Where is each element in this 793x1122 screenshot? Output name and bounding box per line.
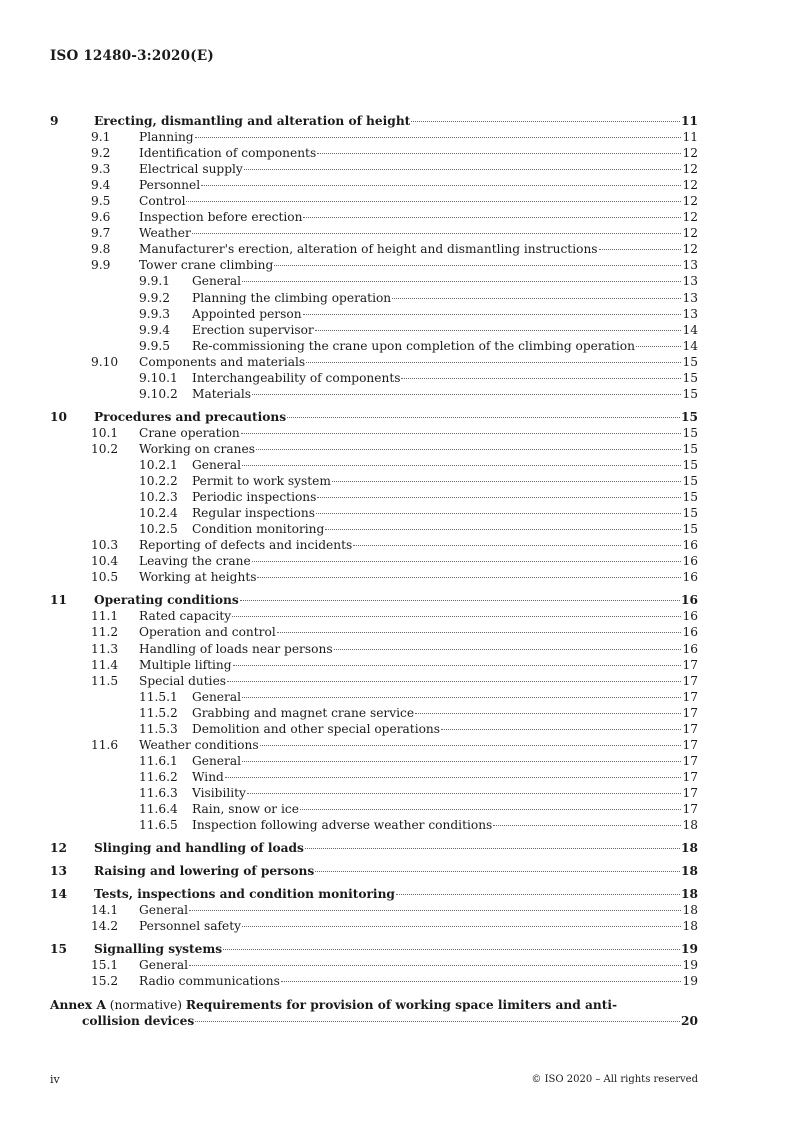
toc-entry-number: 9 — [50, 114, 59, 128]
toc-entry-page: 17 — [682, 737, 698, 752]
toc-entry-number: 14 — [50, 887, 67, 902]
toc-entry-page: 13 — [682, 258, 698, 273]
toc-entry[interactable] — [50, 705, 698, 721]
toc-entry-title: Wind — [192, 769, 224, 784]
dot-leader — [186, 201, 681, 202]
toc-entry-number: 10.1 — [91, 425, 119, 440]
table-of-contents — [50, 113, 698, 1030]
dot-leader — [257, 577, 681, 578]
dot-leader — [300, 809, 682, 810]
toc-entry-page: 17 — [682, 721, 698, 736]
toc-entry-number: 11.6.5 — [139, 818, 178, 833]
dot-leader — [195, 1021, 680, 1022]
dot-leader — [287, 417, 680, 418]
dot-leader — [242, 281, 681, 282]
toc-entry[interactable] — [50, 801, 698, 817]
dot-leader — [225, 777, 682, 778]
annex-title-line2: collision devices — [82, 1014, 195, 1029]
toc-entry[interactable] — [50, 641, 698, 657]
dot-leader — [317, 497, 681, 498]
toc-entry-title: Crane operation — [139, 425, 240, 440]
toc-entry-title: Raising and lowering of persons — [94, 864, 315, 879]
toc-entry[interactable] — [50, 785, 698, 801]
toc-entry-number: 15.2 — [91, 974, 119, 989]
dot-leader — [305, 848, 680, 849]
toc-entry-number: 11.6.1 — [139, 753, 178, 768]
dot-leader — [317, 153, 681, 154]
toc-entry[interactable] — [50, 521, 698, 537]
toc-entry-number: 11.6 — [91, 737, 119, 752]
toc-entry-page: 13 — [682, 306, 698, 321]
dot-leader — [401, 378, 681, 379]
toc-entry-number: 9.10 — [91, 354, 119, 369]
toc-entry-page: 19 — [682, 958, 698, 973]
toc-entry-page: 18 — [682, 818, 698, 833]
toc-entry[interactable] — [50, 177, 698, 193]
toc-entry-number: 9.10.1 — [139, 370, 178, 385]
toc-entry[interactable] — [50, 290, 698, 306]
toc-entry[interactable] — [50, 409, 698, 425]
toc-entry-title: Handling of loads near persons — [139, 641, 333, 656]
toc-entry-number: 15 — [50, 942, 67, 957]
toc-entry-title: Special duties — [139, 673, 227, 688]
toc-entry-number: 11.6.4 — [139, 801, 178, 816]
toc-entry-title: General — [192, 689, 241, 704]
toc-entry-title: Permit to work system — [192, 474, 331, 489]
toc-entry[interactable] — [50, 592, 698, 608]
toc-entry[interactable] — [50, 225, 698, 241]
dot-leader — [316, 513, 682, 514]
toc-entry[interactable] — [50, 957, 698, 973]
toc-entry-number: 10.5 — [91, 570, 119, 585]
toc-entry[interactable] — [50, 425, 698, 441]
toc-entry-number: 10.2 — [91, 441, 119, 456]
dot-leader — [192, 233, 682, 234]
toc-entry-title: General — [139, 903, 188, 918]
toc-entry-page: 11 — [681, 114, 698, 128]
dot-leader — [306, 362, 681, 363]
toc-entry-page: 16 — [682, 538, 698, 553]
toc-entry-page: 17 — [682, 673, 698, 688]
toc-entry-page: 14 — [682, 338, 698, 353]
toc-entry[interactable] — [50, 457, 698, 473]
toc-entry[interactable] — [50, 886, 698, 902]
toc-entry-title: Radio communications — [139, 974, 280, 989]
toc-entry[interactable] — [50, 918, 698, 934]
toc-annex-entry[interactable] — [50, 997, 698, 1029]
toc-entry-title: General — [192, 753, 241, 768]
toc-entry-title: Erecting, dismantling and alteration of height — [94, 114, 411, 128]
toc-entry-title: General — [192, 457, 241, 472]
toc-entry-page: 12 — [682, 162, 698, 177]
toc-entry-number: 9.9.1 — [139, 274, 171, 289]
toc-entry-number: 11.4 — [91, 657, 119, 672]
toc-entry-page: 11 — [682, 130, 698, 145]
toc-entry[interactable] — [50, 553, 698, 569]
toc-entry-title: Slinging and handling of loads — [94, 841, 304, 856]
toc-entry[interactable] — [50, 737, 698, 753]
toc-entry-number: 9.9.5 — [139, 338, 171, 353]
dot-leader — [334, 649, 682, 650]
toc-entry-page: 18 — [681, 887, 698, 902]
toc-entry-number: 12 — [50, 841, 67, 856]
toc-entry[interactable] — [50, 257, 698, 273]
annex-label: Annex A — [50, 998, 106, 1013]
toc-entry-number: 9.9.3 — [139, 306, 171, 321]
toc-entry-number: 11.5 — [91, 673, 119, 688]
toc-entry-title: Inspection before erection — [139, 210, 303, 225]
dot-leader — [242, 697, 681, 698]
toc-entry-page: 15 — [682, 506, 698, 521]
toc-entry-page: 15 — [682, 474, 698, 489]
toc-entry-title: Planning the climbing operation — [192, 290, 392, 305]
toc-entry-number: 9.4 — [91, 178, 111, 193]
toc-entry-title: Appointed person — [192, 306, 302, 321]
toc-entry-title: Electrical supply — [139, 162, 243, 177]
dot-leader — [325, 529, 681, 530]
toc-entry-title: Inspection following adverse weather conditions — [192, 818, 493, 833]
dot-leader — [441, 729, 681, 730]
toc-entry-number: 9.3 — [91, 162, 111, 177]
toc-entry-page: 12 — [682, 194, 698, 209]
toc-entry-title: Erection supervisor — [192, 322, 314, 337]
dot-leader — [242, 926, 681, 927]
toc-entry-page: 12 — [682, 146, 698, 161]
dot-leader — [353, 545, 681, 546]
toc-entry-page: 17 — [682, 801, 698, 816]
annex-type: (normative) — [109, 998, 183, 1013]
toc-entry[interactable] — [50, 902, 698, 918]
toc-entry-title: Working at heights — [139, 570, 257, 585]
dot-leader — [223, 949, 680, 950]
toc-entry-page: 16 — [682, 570, 698, 585]
toc-entry-page: 17 — [682, 705, 698, 720]
toc-entry[interactable] — [50, 489, 698, 505]
dot-leader — [244, 169, 682, 170]
toc-entry-page: 15 — [682, 386, 698, 401]
toc-entry-number: 9.7 — [91, 226, 111, 241]
toc-entry-page: 19 — [682, 974, 698, 989]
toc-entry[interactable] — [50, 241, 698, 257]
toc-entry-number: 14.2 — [91, 919, 119, 934]
dot-leader — [252, 394, 681, 395]
toc-entry-title: Interchangeability of components — [192, 370, 401, 385]
toc-entry-title: Leaving the crane — [139, 554, 251, 569]
dot-leader — [241, 433, 682, 434]
dot-leader — [332, 481, 682, 482]
toc-entry[interactable] — [50, 673, 698, 689]
dot-leader — [636, 346, 682, 347]
toc-entry-number: 14.1 — [91, 903, 119, 918]
toc-entry-page: 12 — [682, 242, 698, 257]
toc-entry-title: Operation and control — [139, 625, 276, 640]
toc-entry[interactable] — [50, 941, 698, 957]
page-number: iv — [50, 1073, 60, 1086]
toc-entry-page: 19 — [681, 942, 698, 957]
toc-entry[interactable] — [50, 306, 698, 322]
toc-entry-page: 18 — [682, 919, 698, 934]
toc-entry[interactable] — [50, 193, 698, 209]
toc-entry-number: 11.5.3 — [139, 721, 178, 736]
toc-entry-title: Regular inspections — [192, 506, 315, 521]
toc-entry-page: 16 — [681, 593, 698, 608]
toc-entry-number: 9.8 — [91, 242, 111, 257]
toc-entry[interactable] — [50, 624, 698, 640]
toc-entry[interactable] — [50, 161, 698, 177]
dot-leader — [195, 137, 682, 138]
toc-entry-title: Personnel — [139, 178, 201, 193]
toc-entry-title: Signalling systems — [94, 942, 223, 957]
toc-entry-title: Procedures and precautions — [94, 409, 287, 424]
dot-leader — [274, 265, 681, 266]
toc-entry-title: Identification of components — [139, 146, 317, 161]
toc-entry-title: Control — [139, 194, 186, 209]
toc-entry-number: 11.5.1 — [139, 689, 178, 704]
dot-leader — [281, 981, 682, 982]
toc-entry-number: 11.1 — [91, 609, 119, 624]
toc-entry[interactable] — [50, 537, 698, 553]
toc-entry-number: 13 — [50, 864, 67, 879]
toc-entry[interactable] — [50, 113, 698, 129]
toc-entry-title: Materials — [192, 386, 251, 401]
toc-entry-page: 17 — [682, 753, 698, 768]
toc-entry-number: 9.2 — [91, 146, 111, 161]
toc-entry-title: Components and materials — [139, 354, 306, 369]
dot-leader — [396, 894, 680, 895]
dot-leader — [189, 965, 681, 966]
toc-entry-title: Working on cranes — [139, 441, 255, 456]
toc-entry[interactable] — [50, 209, 698, 225]
toc-entry-page: 15 — [682, 425, 698, 440]
toc-entry-number: 15.1 — [91, 958, 119, 973]
toc-entry-title: Weather — [139, 226, 191, 241]
dot-leader — [260, 745, 682, 746]
dot-leader — [392, 298, 681, 299]
dot-leader — [227, 681, 681, 682]
toc-entry-page: 16 — [682, 554, 698, 569]
toc-entry-number: 10.3 — [91, 538, 119, 553]
toc-entry-number: 10.2.2 — [139, 474, 178, 489]
toc-entry-number: 10 — [50, 409, 67, 424]
toc-entry-number: 10.2.5 — [139, 522, 178, 537]
toc-entry[interactable] — [50, 721, 698, 737]
toc-entry-number: 9.5 — [91, 194, 111, 209]
dot-leader — [315, 330, 682, 331]
toc-entry-page: 17 — [682, 785, 698, 800]
toc-entry[interactable] — [50, 370, 698, 386]
toc-entry[interactable] — [50, 505, 698, 521]
toc-entry-page: 18 — [681, 841, 698, 856]
toc-entry-page: 12 — [682, 226, 698, 241]
toc-entry-page: 17 — [682, 657, 698, 672]
annex-page: 20 — [681, 1014, 698, 1029]
toc-entry-title: Rated capacity — [139, 609, 232, 624]
dot-leader — [315, 871, 680, 872]
toc-entry-page: 14 — [682, 322, 698, 337]
toc-entry[interactable] — [50, 569, 698, 585]
toc-entry-page: 13 — [682, 274, 698, 289]
dot-leader — [242, 465, 681, 466]
toc-entry-number: 9.9.2 — [139, 290, 171, 305]
toc-entry[interactable] — [50, 145, 698, 161]
toc-entry-title: Reporting of defects and incidents — [139, 538, 353, 553]
toc-entry[interactable] — [50, 441, 698, 457]
toc-entry-title: Periodic inspections — [192, 490, 317, 505]
dot-leader — [303, 314, 682, 315]
toc-entry-number: 9.6 — [91, 210, 111, 225]
toc-entry[interactable] — [50, 608, 698, 624]
copyright-notice: © ISO 2020 – All rights reserved — [531, 1074, 698, 1085]
toc-entry[interactable] — [50, 386, 698, 402]
toc-entry-number: 11.5.2 — [139, 705, 178, 720]
toc-entry-number: 11.6.2 — [139, 769, 178, 784]
dot-leader — [247, 793, 682, 794]
toc-entry-page: 17 — [682, 689, 698, 704]
toc-entry-page: 15 — [681, 409, 698, 424]
toc-entry-title: Visibility — [192, 785, 246, 800]
toc-entry[interactable] — [50, 354, 698, 370]
toc-entry-page: 15 — [682, 522, 698, 537]
toc-entry-number: 11.6.3 — [139, 785, 178, 800]
toc-entry-number: 11.3 — [91, 641, 119, 656]
dot-leader — [232, 616, 681, 617]
toc-entry-page: 13 — [682, 290, 698, 305]
dot-leader — [233, 665, 682, 666]
toc-entry-page: 12 — [682, 178, 698, 193]
dot-leader — [411, 121, 680, 122]
annex-title-line1: Requirements for provision of working space limiters and anti- — [185, 998, 618, 1013]
toc-entry-page: 15 — [682, 457, 698, 472]
toc-entry-page: 16 — [682, 609, 698, 624]
toc-entry[interactable] — [50, 753, 698, 769]
toc-entry-page: 17 — [682, 769, 698, 784]
toc-entry-page: 12 — [682, 210, 698, 225]
toc-entry[interactable] — [50, 840, 698, 856]
toc-entry-number: 10.2.4 — [139, 506, 178, 521]
toc-entry-title: Condition monitoring — [192, 522, 325, 537]
dot-leader — [242, 761, 681, 762]
dot-leader — [493, 825, 681, 826]
toc-entry-title: Weather conditions — [139, 737, 259, 752]
dot-leader — [256, 449, 682, 450]
toc-entry-title: General — [192, 274, 241, 289]
toc-entry-number: 11 — [50, 593, 67, 608]
toc-entry-title: General — [139, 958, 188, 973]
document-id-header: ISO 12480-3:2020(E) — [50, 48, 214, 64]
toc-entry-title: Re-commissioning the crane upon completion of the climbing operation — [192, 338, 635, 353]
dot-leader — [201, 185, 681, 186]
toc-entry[interactable] — [50, 973, 698, 989]
toc-entry-title: Personnel safety — [139, 919, 241, 934]
dot-leader — [599, 249, 682, 250]
toc-entry-page: 18 — [681, 864, 698, 879]
toc-entry-page: 15 — [682, 370, 698, 385]
dot-leader — [277, 632, 682, 633]
dot-leader — [415, 713, 681, 714]
toc-entry-page: 18 — [682, 903, 698, 918]
toc-entry[interactable] — [50, 863, 698, 879]
toc-entry-number: 11.2 — [91, 625, 119, 640]
toc-entry[interactable] — [50, 657, 698, 673]
toc-entry-page: 16 — [682, 625, 698, 640]
toc-entry[interactable] — [50, 473, 698, 489]
toc-entry-title: Operating conditions — [94, 593, 239, 608]
toc-entry-title: Tower crane climbing — [139, 258, 274, 273]
toc-entry-title: Tests, inspections and condition monitoring — [94, 887, 395, 902]
toc-entry[interactable] — [50, 322, 698, 338]
toc-entry-page: 15 — [682, 441, 698, 456]
toc-entry[interactable] — [50, 129, 698, 145]
dot-leader — [252, 561, 682, 562]
toc-entry-title: Multiple lifting — [139, 657, 232, 672]
toc-entry-page: 16 — [682, 641, 698, 656]
toc-entry-number: 10.2.3 — [139, 490, 178, 505]
dot-leader — [189, 910, 681, 911]
toc-entry[interactable] — [50, 273, 698, 289]
toc-entry[interactable] — [50, 689, 698, 705]
toc-entry-title: Rain, snow or ice — [192, 801, 299, 816]
toc-entry[interactable] — [50, 769, 698, 785]
toc-entry-number: 10.4 — [91, 554, 119, 569]
dot-leader — [240, 600, 680, 601]
toc-entry[interactable] — [50, 338, 698, 354]
dot-leader — [303, 217, 681, 218]
toc-entry-number: 9.1 — [91, 130, 111, 145]
toc-entry-number: 10.2.1 — [139, 457, 178, 472]
toc-entry-number: 9.9.4 — [139, 322, 171, 337]
toc-entry-number: 9.10.2 — [139, 386, 178, 401]
toc-entry-title: Manufacturer's erection, alteration of height and dismantling instructions — [139, 242, 598, 257]
toc-entry-title: Demolition and other special operations — [192, 721, 441, 736]
toc-entry-title: Grabbing and magnet crane service — [192, 705, 415, 720]
toc-entry-title: Planning — [139, 130, 194, 145]
toc-entry-page: 15 — [682, 354, 698, 369]
toc-entry[interactable] — [50, 817, 698, 833]
toc-entry-page: 15 — [682, 490, 698, 505]
toc-entry-number: 9.9 — [91, 258, 111, 273]
